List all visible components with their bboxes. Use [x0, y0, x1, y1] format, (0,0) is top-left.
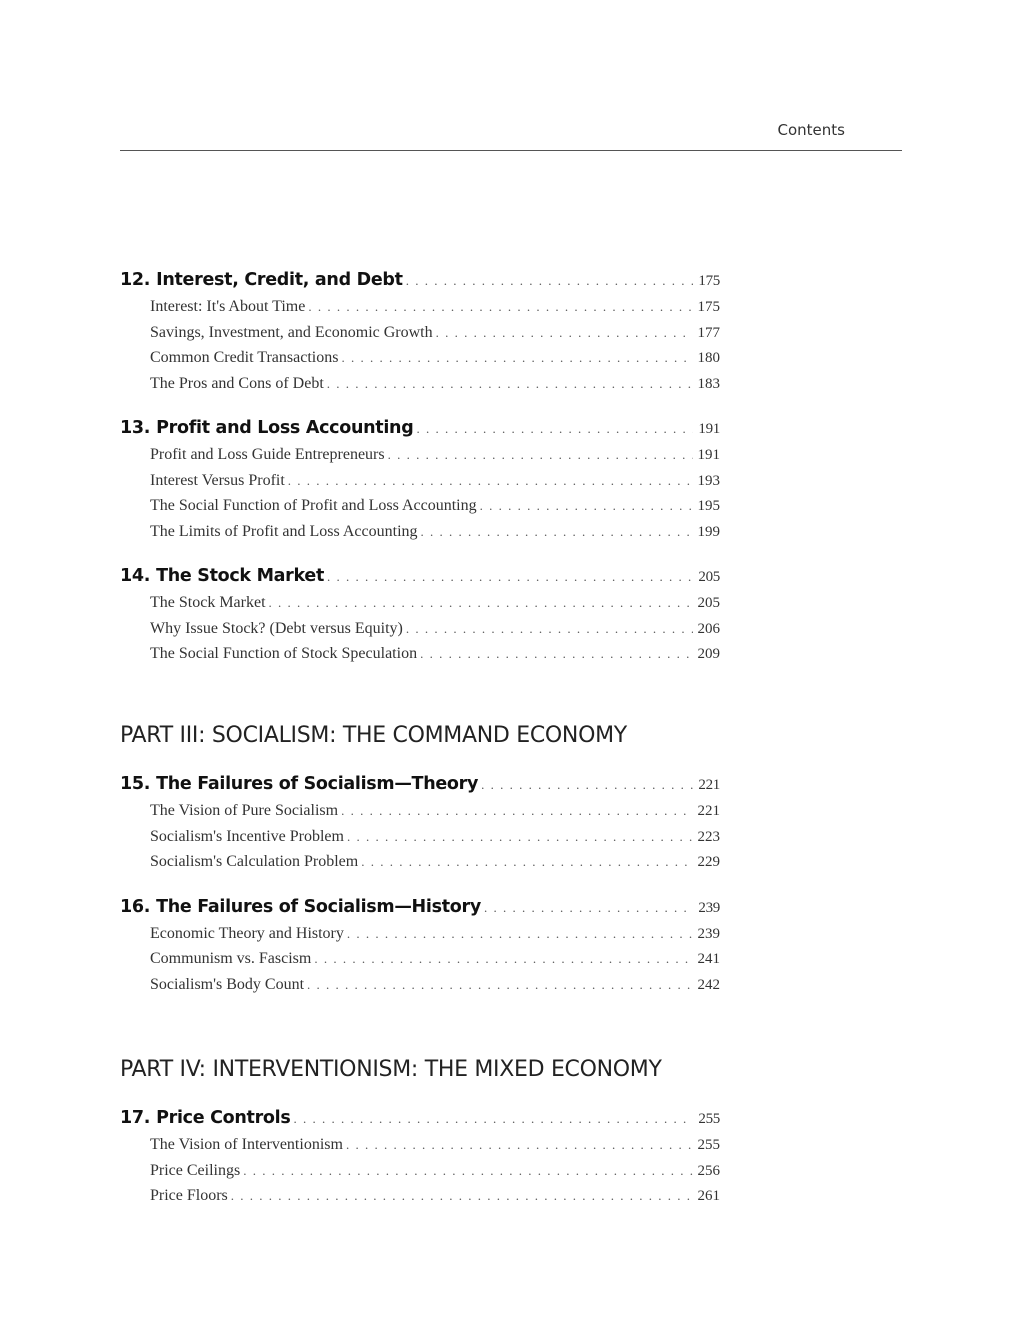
toc-section[interactable] [120, 442, 720, 468]
page-number: 241 [697, 951, 720, 967]
dot-leader [314, 946, 693, 972]
part-heading-4: PART IV: INTERVENTIONISM: THE MIXED ECONOMY [120, 1057, 662, 1082]
page-number: 191 [698, 421, 720, 437]
section-title: Interest Versus Profit [150, 471, 285, 489]
header-rule [120, 150, 902, 151]
toc-section[interactable] [120, 493, 720, 519]
toc-section[interactable] [120, 946, 720, 972]
chapter-title: The Failures of Socialism—History [156, 896, 481, 917]
toc-section[interactable] [120, 320, 720, 346]
toc-chapter-14[interactable] [120, 562, 720, 590]
page-number: 175 [698, 273, 720, 289]
dot-leader [347, 824, 693, 850]
section-title: Price Floors [150, 1187, 228, 1204]
dot-leader [347, 921, 693, 947]
dot-leader [436, 320, 693, 346]
page-number: 239 [698, 899, 720, 916]
chapter-title: The Failures of Socialism—Theory [156, 774, 479, 794]
section-title: Savings, Investment, and Economic Growth [150, 323, 433, 341]
toc-section[interactable] [120, 371, 720, 397]
page-number: 191 [697, 447, 720, 463]
toc-section[interactable] [120, 590, 720, 616]
page-number: 261 [697, 1188, 720, 1204]
section-title: The Social Function of Stock Speculation [150, 645, 418, 662]
toc-chapter-13[interactable] [120, 414, 720, 442]
page-number: 193 [697, 472, 720, 489]
dot-leader [406, 616, 693, 642]
page-number: 209 [697, 646, 720, 662]
section-title: Communism vs. Fascism [150, 950, 312, 967]
section-title: Socialism's Incentive Problem [150, 827, 344, 845]
page-number: 183 [697, 375, 720, 392]
dot-leader [416, 415, 693, 443]
toc-section[interactable] [120, 345, 720, 371]
page-number: 206 [697, 620, 720, 637]
toc-section[interactable] [120, 921, 720, 947]
section-title: Socialism's Body Count [150, 975, 305, 993]
toc-chapter-17[interactable] [120, 1104, 720, 1132]
dot-leader [421, 519, 693, 545]
toc-section[interactable] [120, 849, 720, 875]
chapter-title: Profit and Loss Accounting [156, 418, 414, 438]
chapter-number: 14. [120, 566, 151, 586]
toc-section[interactable] [120, 519, 720, 545]
toc-group-1 [120, 266, 720, 667]
section-title: Common Credit Transactions [150, 349, 339, 366]
dot-leader [307, 972, 693, 998]
dot-leader [288, 468, 693, 494]
dot-leader [269, 590, 693, 616]
toc-group-3 [120, 1104, 720, 1209]
part-heading-3: PART III: SOCIALISM: THE COMMAND ECONOMY [120, 723, 627, 748]
page-number: 221 [697, 803, 720, 819]
dot-leader [481, 771, 693, 799]
page-number: 205 [698, 569, 720, 585]
dot-leader [308, 294, 693, 320]
section-title: The Social Function of Profit and Loss Accounting [150, 497, 477, 514]
page-number: 255 [698, 1111, 720, 1127]
dot-leader [231, 1183, 693, 1209]
chapter-number: 17. [120, 1108, 151, 1128]
page-number: 256 [697, 1162, 720, 1179]
chapter-number: 12. [120, 270, 151, 290]
page-number: 221 [698, 777, 720, 793]
toc-chapter-15[interactable] [120, 770, 720, 798]
dot-leader [361, 849, 693, 875]
toc-section[interactable] [120, 294, 720, 320]
section-title: The Vision of Pure Socialism [150, 802, 339, 819]
section-title: The Limits of Profit and Loss Accounting [150, 522, 418, 540]
dot-leader [327, 371, 693, 397]
dot-leader [406, 267, 693, 295]
section-title: The Pros and Cons of Debt [150, 374, 324, 392]
page-number: 199 [697, 523, 720, 540]
dot-leader [243, 1158, 693, 1184]
toc-section[interactable] [120, 972, 720, 998]
section-title: Price Ceilings [150, 1161, 241, 1179]
page-number: 175 [697, 299, 720, 315]
toc-section[interactable] [120, 468, 720, 494]
toc-chapter-16[interactable] [120, 893, 720, 921]
running-header-title: Contents [777, 121, 845, 139]
section-title: Profit and Loss Guide Entrepreneurs [150, 446, 385, 463]
dot-leader [484, 894, 693, 922]
dot-leader [341, 345, 693, 371]
page-number: 177 [697, 324, 720, 341]
page-number: 205 [697, 595, 720, 611]
dot-leader [388, 442, 693, 468]
page-number: 195 [697, 498, 720, 514]
chapter-number: 13. [120, 418, 151, 438]
chapter-title: Price Controls [156, 1108, 291, 1128]
toc-chapter-12[interactable] [120, 266, 720, 294]
chapter-number: 16. [120, 896, 151, 917]
section-title: The Stock Market [150, 594, 266, 611]
chapter-title: The Stock Market [156, 566, 325, 586]
toc-section[interactable] [120, 1183, 720, 1209]
chapter-title: Interest, Credit, and Debt [156, 270, 403, 290]
toc-section[interactable] [120, 1158, 720, 1184]
dot-leader [341, 798, 693, 824]
page-number: 180 [697, 350, 720, 366]
toc-section[interactable] [120, 798, 720, 824]
page-number: 229 [697, 854, 720, 870]
dot-leader [293, 1105, 693, 1133]
dot-leader [420, 641, 693, 667]
section-title: Socialism's Calculation Problem [150, 853, 359, 870]
toc-section[interactable] [120, 1132, 720, 1158]
section-title: Economic Theory and History [150, 924, 344, 942]
toc-group-2 [120, 770, 720, 997]
section-title: Interest: It's About Time [150, 298, 306, 315]
toc-section[interactable] [120, 616, 720, 642]
chapter-number: 15. [120, 774, 151, 794]
page-number: 242 [697, 976, 720, 993]
dot-leader [346, 1132, 693, 1158]
page-number: 255 [697, 1137, 720, 1153]
section-title: Why Issue Stock? (Debt versus Equity) [150, 619, 403, 637]
section-title: The Vision of Interventionism [150, 1136, 343, 1153]
dot-leader [480, 493, 693, 519]
page-number: 239 [697, 925, 720, 942]
toc-section[interactable] [120, 824, 720, 850]
toc-section[interactable] [120, 641, 720, 667]
page-number: 223 [697, 828, 720, 845]
dot-leader [327, 563, 693, 591]
